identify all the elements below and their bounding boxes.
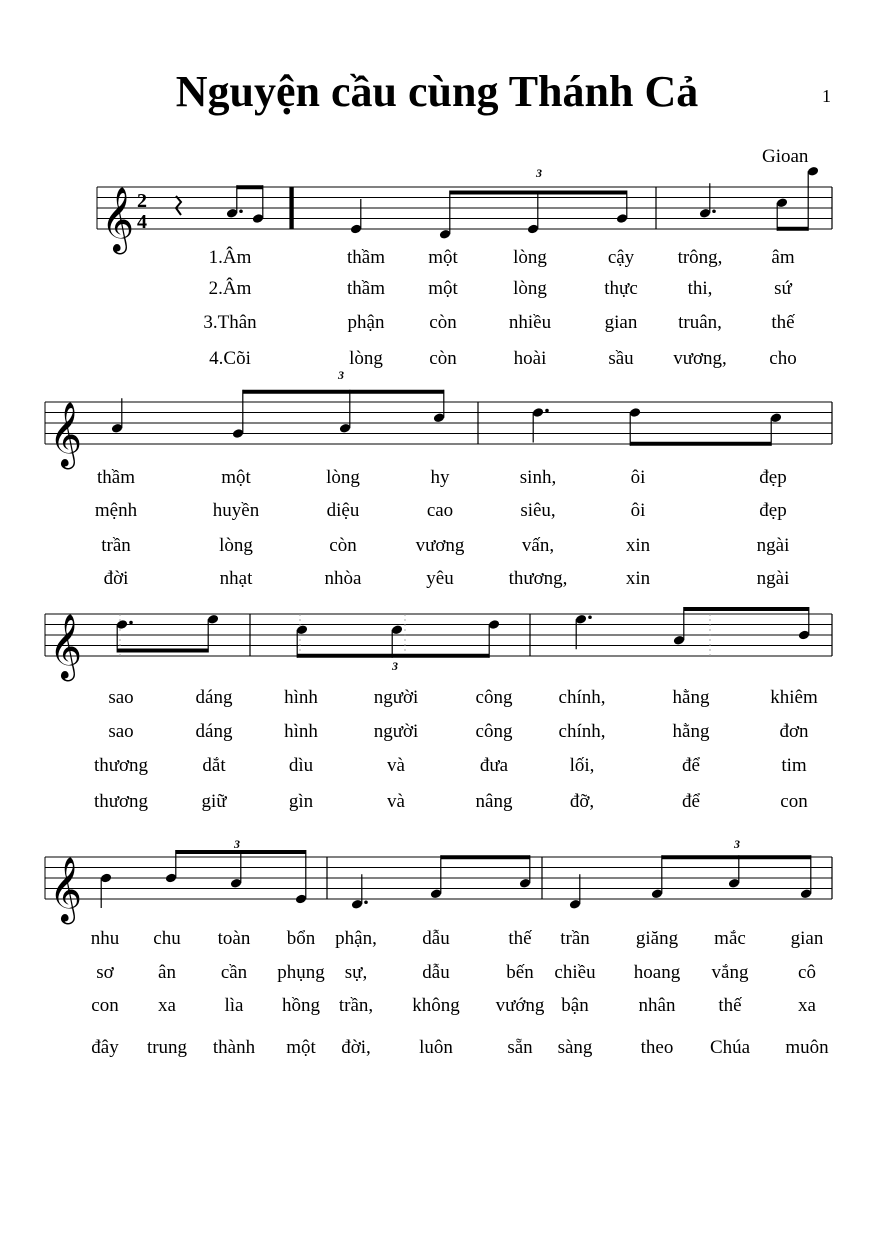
lyric-syllable: trông,	[677, 247, 723, 268]
lyric-syllable: dắt	[202, 755, 226, 776]
lyric-syllable: muôn	[785, 1037, 829, 1058]
lyric-syllable: gian	[604, 312, 638, 333]
lyric-syllable: còn	[429, 348, 457, 369]
lyric-syllable: đẹp	[759, 500, 787, 521]
tuplet-number: 3	[734, 837, 740, 851]
tuplet-number: 3	[234, 837, 240, 851]
lyric-syllable: đẹp	[759, 467, 787, 488]
lyric-syllable: nhạt	[219, 568, 253, 589]
dot	[129, 621, 133, 625]
page-number: 1	[822, 86, 831, 106]
dot	[712, 209, 716, 213]
dot	[545, 409, 549, 413]
lyric-syllable: mắc	[714, 928, 746, 949]
beam	[630, 442, 771, 446]
beam	[243, 390, 444, 394]
lyric-syllable: lìa	[224, 995, 244, 1016]
lyric-syllable: cho	[769, 348, 797, 369]
lyric-syllable: thế	[718, 995, 742, 1016]
lyric-syllable: còn	[429, 312, 457, 333]
lyric-syllable: nhân	[638, 995, 676, 1016]
dot	[364, 900, 368, 904]
lyric-syllable: không	[412, 995, 460, 1016]
lyric-syllable: lối,	[569, 755, 595, 776]
lyric-syllable: xin	[625, 535, 651, 556]
lyric-syllable: vấn,	[521, 535, 555, 556]
lyric-syllable: thương,	[508, 568, 568, 589]
lyric-syllable: hằng	[672, 687, 710, 708]
lyric-syllable: đưa	[479, 755, 509, 776]
staff-system-3	[45, 607, 832, 681]
lyric-syllable: công	[475, 721, 513, 742]
lyric-syllable: mệnh	[94, 500, 138, 521]
lyric-syllable: trung	[146, 1037, 188, 1058]
tuplet-number: 3	[338, 368, 344, 382]
lyric-syllable: sầu	[608, 348, 634, 369]
lyric-syllable: và	[387, 791, 405, 812]
lyric-syllable: một	[286, 1037, 316, 1058]
lyric-syllable: công	[475, 687, 513, 708]
lyric-syllable: ngài	[756, 568, 790, 589]
beam	[450, 191, 627, 195]
lyric-syllable: bổn	[286, 928, 316, 949]
lyric-syllable: hằng	[672, 721, 710, 742]
lyric-syllable: diệu	[326, 500, 360, 521]
lyric-syllable: vương	[415, 535, 465, 556]
lyric-syllable: vướng	[495, 995, 545, 1016]
lyric-syllable: còn	[329, 535, 357, 556]
lyric-syllable: phận	[347, 312, 385, 333]
lyric-syllable: bận	[561, 995, 589, 1016]
lyric-syllable: chiều	[554, 962, 596, 983]
lyric-syllable: sinh,	[519, 467, 557, 488]
lyric-syllable: sự,	[344, 962, 368, 983]
lyric-syllable: vương,	[673, 348, 727, 369]
lyric-syllable: con	[780, 791, 808, 812]
lyric-syllable: nâng	[475, 791, 513, 812]
lyric-syllable: ôi	[630, 467, 646, 488]
beam	[176, 850, 306, 854]
lyric-syllable: chính,	[558, 721, 606, 742]
lyric-syllable: trần	[101, 535, 131, 556]
lyric-syllable: xin	[625, 568, 651, 589]
lyric-syllable: lòng	[326, 467, 360, 488]
lyric-syllable: cao	[426, 500, 454, 521]
lyric-syllable: ngài	[756, 535, 790, 556]
tuplet-number: 3	[536, 166, 542, 180]
lyric-syllable: lòng	[219, 535, 253, 556]
beam	[297, 654, 489, 658]
lyric-syllable: giăng	[635, 928, 679, 949]
lyric-syllable: nhu	[90, 928, 120, 949]
dot	[588, 615, 592, 619]
lyric-syllable: hoang	[633, 962, 681, 983]
time-signature-bottom: 4	[137, 211, 147, 233]
lyric-syllable: khiêm	[770, 687, 818, 708]
lyric-syllable: đơn	[779, 721, 809, 742]
lyric-syllable: dìu	[288, 755, 314, 776]
lyric-syllable: lòng	[349, 348, 383, 369]
lyric-syllable: một	[428, 278, 458, 299]
lyric-syllable: dáng	[195, 721, 233, 742]
lyric-syllable: để	[682, 755, 700, 776]
lyric-syllable: gian	[790, 928, 824, 949]
treble-clef-icon: 𝄞	[49, 857, 83, 922]
composer-name: Gioan	[762, 146, 809, 167]
lyric-syllable: thầm	[347, 278, 385, 299]
tuplet-number: 3	[392, 659, 398, 673]
lyric-syllable: thành	[212, 1037, 256, 1058]
lyric-syllable: lòng	[513, 247, 547, 268]
lyric-syllable: sẵn	[507, 1037, 533, 1058]
lyric-syllable: yêu	[426, 568, 454, 589]
lyric-syllable: chu	[153, 928, 181, 949]
lyric-syllable: 1.Âm	[208, 247, 252, 268]
lyric-syllable: 2.Âm	[208, 278, 252, 299]
lyric-syllable: hình	[284, 721, 318, 742]
lyric-syllable: nhòa	[324, 568, 362, 589]
lyric-syllable: thương	[93, 791, 149, 812]
staff-system-2	[45, 368, 832, 469]
staff-system-1	[97, 166, 832, 254]
lyric-syllable: tim	[781, 755, 807, 776]
lyric-syllable: ân	[158, 962, 176, 983]
lyric-syllable: bến	[506, 962, 534, 983]
lyric-syllable: hy	[430, 467, 450, 488]
lyric-syllable: trần	[560, 928, 590, 949]
lyric-syllable: người	[373, 721, 419, 742]
staff-system-4	[45, 837, 832, 924]
beam	[237, 185, 263, 189]
treble-clef-icon: 𝄞	[49, 402, 83, 467]
lyric-syllable: và	[387, 755, 405, 776]
lyric-syllable: xa	[158, 995, 176, 1016]
lyric-syllable: đỡ,	[569, 791, 595, 812]
lyric-syllable: luôn	[419, 1037, 453, 1058]
lyric-syllable: toàn	[217, 928, 251, 949]
beam	[777, 227, 808, 231]
lyric-syllable: trần,	[338, 995, 374, 1016]
dot	[239, 209, 243, 213]
beam	[117, 649, 208, 653]
lyric-syllable: thầm	[97, 467, 135, 488]
lyric-syllable: ôi	[630, 500, 646, 521]
lyric-syllable: người	[373, 687, 419, 708]
lyric-syllable: thầm	[347, 247, 385, 268]
time-signature-top: 2	[137, 190, 147, 212]
lyric-syllable: thương	[93, 755, 149, 776]
lyric-syllable: gìn	[288, 791, 314, 812]
lyric-syllable: phụng	[277, 962, 325, 983]
beam	[684, 607, 809, 611]
treble-clef-icon: 𝄞	[49, 614, 83, 679]
lyric-syllable: âm	[771, 247, 795, 268]
lyric-syllable: cô	[798, 962, 816, 983]
treble-clef-icon: 𝄞	[101, 187, 135, 252]
lyric-syllable: dẫu	[422, 962, 450, 983]
beam	[662, 855, 811, 859]
lyric-syllable: truân,	[678, 312, 722, 333]
lyric-syllable: 3.Thân	[203, 312, 257, 333]
lyric-syllable: cần	[220, 962, 248, 983]
lyric-syllable: lòng	[513, 278, 547, 299]
lyric-syllable: sao	[108, 687, 134, 708]
lyric-syllable: cậy	[607, 247, 635, 268]
lyric-syllable: giữ	[201, 791, 227, 812]
lyric-syllable: một	[428, 247, 458, 268]
lyric-syllable: hình	[284, 687, 318, 708]
lyric-syllable: đời,	[341, 1037, 371, 1058]
quarter-rest-icon	[176, 196, 181, 215]
lyric-syllable: thế	[771, 312, 795, 333]
lyric-syllable: thực	[604, 278, 638, 299]
lyric-syllable: 4.Cõi	[209, 348, 251, 369]
lyric-syllable: dẫu	[422, 928, 450, 949]
lyric-syllable: Chúa	[709, 1037, 751, 1058]
lyric-syllable: đây	[91, 1037, 119, 1058]
lyric-syllable: theo	[640, 1037, 674, 1058]
beam	[441, 855, 530, 859]
lyric-syllable: con	[91, 995, 119, 1016]
lyric-syllable: siêu,	[520, 500, 556, 521]
lyric-syllable: huyền	[212, 500, 260, 521]
lyric-syllable: dáng	[195, 687, 233, 708]
lyric-syllable: hoài	[513, 348, 547, 369]
lyric-syllable: thi,	[687, 278, 713, 299]
lyric-syllable: hồng	[282, 995, 320, 1016]
lyric-syllable: phận,	[335, 928, 377, 949]
lyric-syllable: chính,	[558, 687, 606, 708]
song-title: Nguyện cầu cùng Thánh Cả	[175, 67, 699, 116]
lyric-syllable: để	[682, 791, 700, 812]
lyric-syllable: một	[221, 467, 251, 488]
lyric-syllable: thế	[508, 928, 532, 949]
lyric-syllable: sơ	[96, 962, 114, 983]
lyric-syllable: sàng	[557, 1037, 593, 1058]
lyric-syllable: vắng	[711, 962, 749, 983]
lyric-syllable: sứ	[774, 278, 792, 299]
lyric-syllable: đời	[103, 568, 129, 589]
lyric-syllable: xa	[798, 995, 816, 1016]
lyric-syllable: nhiều	[508, 312, 552, 333]
lyric-syllable: sao	[108, 721, 134, 742]
